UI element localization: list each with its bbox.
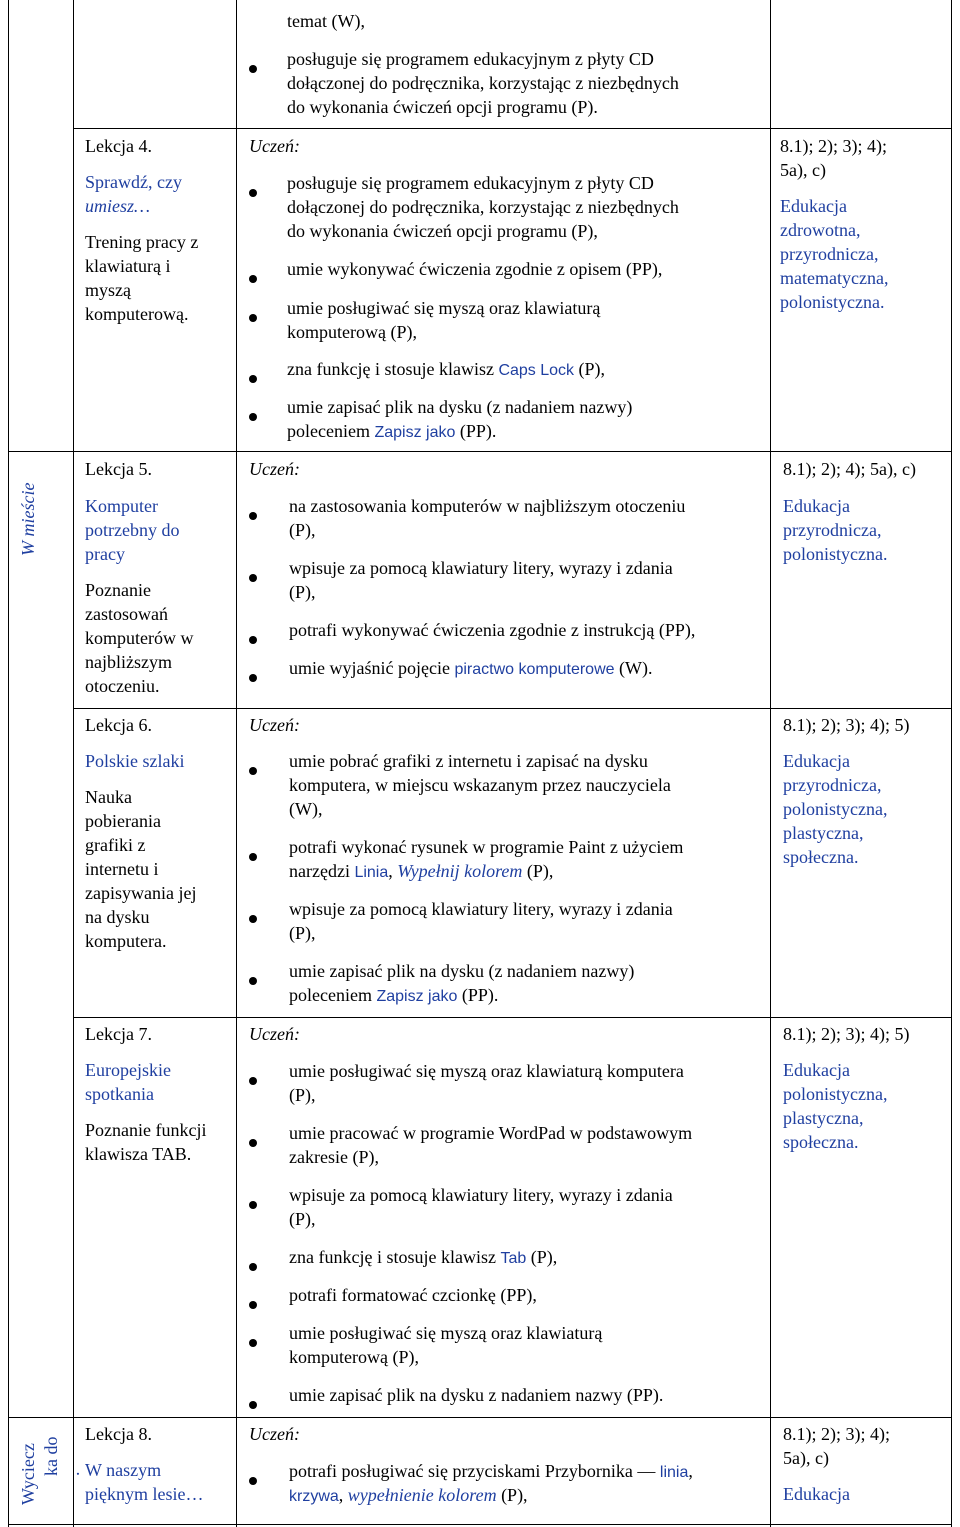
lesson-6-b4a: umie zapisać plik na dysku (z nadaniem nazwy) xyxy=(289,961,635,981)
bullet xyxy=(249,915,257,923)
lesson-6-edu-3: polonistyczna, xyxy=(783,799,888,819)
table-border-left xyxy=(8,0,9,1527)
lesson-4-topic-1: Sprawdź, czy xyxy=(85,172,182,192)
lesson-5-b1a: na zastosowania komputerów w najbliższym otoczeniu xyxy=(289,496,686,516)
lesson-6-b4-post: (PP). xyxy=(457,985,499,1005)
row-divider-l4 xyxy=(73,128,951,129)
bullet xyxy=(249,1477,257,1485)
lesson-8-topic-2: pięknym lesie… xyxy=(85,1484,204,1504)
lesson-6-edu-1: Edukacja xyxy=(783,751,850,771)
lesson-8-b1-sep2: , xyxy=(338,1485,348,1505)
lesson-6-desc-4: internetu i xyxy=(85,859,159,879)
lesson-5-desc-3: komputerów w xyxy=(85,628,194,648)
bullet xyxy=(249,1139,257,1147)
lesson-8-uczen: Uczeń: xyxy=(249,1424,300,1444)
lesson-7-b3a: wpisuje za pomocą klawiatury litery, wyrazy i zdania xyxy=(289,1185,673,1205)
bullet xyxy=(249,674,257,682)
bullet xyxy=(249,1339,257,1347)
key-tab: Tab xyxy=(500,1250,527,1267)
lesson-5-desc-1: Poznanie xyxy=(85,580,151,600)
lesson-7-edu-3: plastyczna, xyxy=(783,1108,864,1128)
command-zapisz-jako: Zapisz jako xyxy=(374,424,456,441)
row-divider-l8 xyxy=(8,1417,951,1418)
section-label-wycieczka-2: ka do xyxy=(41,1436,61,1476)
lesson-6-b3a: wpisuje za pomocą klawiatury litery, wyrazy i zdania xyxy=(289,899,673,919)
lesson-4-b1c: do wykonania ćwiczeń opcji programu (P), xyxy=(287,221,598,241)
lesson-6-uczen: Uczeń: xyxy=(249,715,300,735)
row-divider-l7 xyxy=(73,1017,951,1018)
lesson-6-title: Lekcja 6. xyxy=(85,715,152,735)
lesson-7-b4 xyxy=(289,1245,557,1271)
lesson-4-b4-post: (P), xyxy=(574,359,606,379)
lesson-6-b2a: potrafi wykonać rysunek w programie Paint z użyciem xyxy=(289,837,684,857)
lesson-6-edu-5: społeczna. xyxy=(783,847,859,867)
bullet xyxy=(249,1301,257,1309)
key-caps-lock: Caps Lock xyxy=(498,362,575,379)
lesson-6-b4-pre: poleceniem xyxy=(289,985,377,1005)
lesson-6-edu-2: przyrodnicza, xyxy=(783,775,882,795)
lesson-7-b4-post: (P), xyxy=(526,1247,558,1267)
lesson-6-topic-1: Polskie szlaki xyxy=(85,751,185,771)
lesson-7-b3b: (P), xyxy=(289,1209,316,1229)
lesson-4-b5-pre: poleceniem xyxy=(287,421,375,441)
lesson-7-uczen: Uczeń: xyxy=(249,1024,300,1044)
lesson-8-b1a xyxy=(289,1459,693,1485)
lesson-4-desc-4: komputerową. xyxy=(85,304,189,324)
lesson-6-desc-3: grafiki z xyxy=(85,835,146,855)
bullet xyxy=(249,189,257,197)
lesson-5-desc-2: zastosowań xyxy=(85,604,168,624)
top-text-1c: do wykonania ćwiczeń opcji programu (P). xyxy=(287,97,598,117)
section-label-wycieczka-1: Wyciecz xyxy=(18,1443,38,1505)
lesson-7-topic-1: Europejskie xyxy=(85,1060,171,1080)
lesson-7-edu-2: polonistyczna, xyxy=(783,1084,888,1104)
tool-krzywa: krzywa xyxy=(289,1488,339,1505)
bullet xyxy=(249,636,257,644)
tool-wypelnij-kolorem: Wypełnij kolorem xyxy=(397,861,523,881)
lesson-6-b2-sep: , xyxy=(388,861,398,881)
lesson-5-desc-5: otoczeniu. xyxy=(85,676,160,696)
lesson-6-desc-5: zapisywania jej xyxy=(85,883,197,903)
bullet xyxy=(249,375,257,383)
lesson-4-b2: umie wykonywać ćwiczenia zgodnie z opisem (PP), xyxy=(287,259,663,279)
lesson-8-b1-pre: potrafi posługiwać się przyciskami Przybornika — xyxy=(289,1461,660,1481)
lesson-4-b5-post: (PP). xyxy=(455,421,497,441)
bullet xyxy=(249,1401,257,1409)
lesson-5-b4-post: (W). xyxy=(614,658,653,678)
lesson-7-b2a: umie pracować w programie WordPad w podstawowym xyxy=(289,1123,693,1143)
lesson-5-uczen: Uczeń: xyxy=(249,459,300,479)
lesson-4-ref-2: 5a), c) xyxy=(780,160,826,180)
lesson-7-desc-2: klawisza TAB. xyxy=(85,1144,192,1164)
column-divider-2 xyxy=(236,0,237,1527)
lesson-7-b6a: umie posługiwać się myszą oraz klawiaturą xyxy=(289,1323,603,1343)
lesson-5-edu-1: Edukacja xyxy=(783,496,850,516)
lesson-4-desc-2: klawiaturą i xyxy=(85,256,171,276)
lesson-7-edu-4: społeczna. xyxy=(783,1132,859,1152)
top-text-1b: dołączonej do podręcznika, korzystając z niezbędnych xyxy=(287,73,679,93)
lesson-7-b1a: umie posługiwać się myszą oraz klawiaturą komputera xyxy=(289,1061,684,1081)
lesson-4-b1b: dołączonej do podręcznika, korzystając z niezbędnych xyxy=(287,197,679,217)
lesson-4-b4-pre: zna funkcję i stosuje klawisz xyxy=(287,359,499,379)
bullet xyxy=(249,314,257,322)
lesson-6-b2-post: (P), xyxy=(522,861,554,881)
lesson-5-b4-pre: umie wyjaśnić pojęcie xyxy=(289,658,455,678)
lesson-7-desc-1: Poznanie funkcji xyxy=(85,1120,207,1140)
bullet xyxy=(249,1263,257,1271)
lesson-6-b2-pre: narzędzi xyxy=(289,861,355,881)
lesson-5-ref-1: 8.1); 2); 4); 5a), c) xyxy=(783,459,916,479)
lesson-7-b1b: (P), xyxy=(289,1085,316,1105)
lesson-7-b7: umie zapisać plik na dysku z nadaniem nazwy (PP). xyxy=(289,1385,664,1405)
section-label-wycieczka-3: . xyxy=(63,1471,83,1476)
term-piractwo-komputerowe: piractwo komputerowe xyxy=(454,661,615,678)
table-border-bottom xyxy=(8,1524,951,1525)
bullet xyxy=(249,977,257,985)
lesson-7-b5: potrafi formatować czcionkę (PP), xyxy=(289,1285,537,1305)
bullet xyxy=(249,512,257,520)
lesson-8-topic-1: W naszym xyxy=(85,1460,162,1480)
lesson-6-desc-7: komputera. xyxy=(85,931,167,951)
lesson-4-ref-1: 8.1); 2); 3); 4); xyxy=(780,136,887,156)
lesson-8-b1-post: (P), xyxy=(496,1485,528,1505)
lesson-8-b1b xyxy=(289,1483,528,1509)
lesson-6-desc-2: pobierania xyxy=(85,811,161,831)
lesson-6-edu-4: plastyczna, xyxy=(783,823,864,843)
lesson-4-title: Lekcja 4. xyxy=(85,136,152,156)
tool-linia: Linia xyxy=(354,864,389,881)
lesson-7-b2b: zakresie (P), xyxy=(289,1147,379,1167)
lesson-6-b1c: (W), xyxy=(289,799,323,819)
lesson-5-edu-3: polonistyczna. xyxy=(783,544,888,564)
lesson-4-edu-5: polonistyczna. xyxy=(780,292,885,312)
lesson-5-topic-2: potrzebny do xyxy=(85,520,180,540)
lesson-4-edu-1: Edukacja xyxy=(780,196,847,216)
top-text-0: temat (W), xyxy=(287,11,365,31)
lesson-5-b2b: (P), xyxy=(289,582,316,602)
lesson-4-b3b: komputerową (P), xyxy=(287,322,417,342)
lesson-7-b4-pre: zna funkcję i stosuje klawisz xyxy=(289,1247,501,1267)
lesson-6-desc-6: na dysku xyxy=(85,907,150,927)
lesson-8-ref-1: 8.1); 2); 3); 4); xyxy=(783,1424,890,1444)
lesson-4-topic-2: umiesz… xyxy=(85,196,151,216)
lesson-8-edu-1: Edukacja xyxy=(783,1484,850,1504)
lesson-6-desc-1: Nauka xyxy=(85,787,132,807)
bullet xyxy=(249,574,257,582)
column-divider-3 xyxy=(770,0,771,1527)
lesson-7-ref-1: 8.1); 2); 3); 4); 5) xyxy=(783,1024,910,1044)
table-border-right xyxy=(951,0,952,1527)
command-zapisz-jako: Zapisz jako xyxy=(376,988,458,1005)
lesson-5-edu-2: przyrodnicza, xyxy=(783,520,882,540)
lesson-6-b2b xyxy=(289,859,553,885)
lesson-7-topic-2: spotkania xyxy=(85,1084,154,1104)
lesson-4-edu-3: przyrodnicza, xyxy=(780,244,879,264)
lesson-4-b4 xyxy=(287,357,605,383)
lesson-6-b1a: umie pobrać grafiki z internetu i zapisać na dysku xyxy=(289,751,648,771)
bullet xyxy=(249,413,257,421)
lesson-6-b4b xyxy=(289,983,498,1009)
lesson-5-desc-4: najbliższym xyxy=(85,652,172,672)
bullet xyxy=(249,1077,257,1085)
lesson-4-edu-2: zdrowotna, xyxy=(780,220,861,240)
tool-linia: linia xyxy=(659,1464,689,1481)
lesson-5-b1b: (P), xyxy=(289,520,316,540)
lesson-5-b2a: wpisuje za pomocą klawiatury litery, wyrazy i zdania xyxy=(289,558,673,578)
lesson-5-b4 xyxy=(289,656,653,682)
lesson-4-b5b xyxy=(287,419,496,445)
lesson-7-b6b: komputerową (P), xyxy=(289,1347,419,1367)
top-text-1: posługuje się programem edukacyjnym z płyty CD xyxy=(287,49,654,69)
column-divider-1 xyxy=(73,0,74,1527)
bullet xyxy=(249,65,257,73)
lesson-4-desc-1: Trening pracy z xyxy=(85,232,199,252)
lesson-4-b5a: umie zapisać plik na dysku (z nadaniem nazwy) xyxy=(287,397,633,417)
lesson-5-b3: potrafi wykonywać ćwiczenia zgodnie z instrukcją (PP), xyxy=(289,620,696,640)
lesson-4-uczen: Uczeń: xyxy=(249,136,300,156)
lesson-4-edu-4: matematyczna, xyxy=(780,268,889,288)
lesson-7-title: Lekcja 7. xyxy=(85,1024,152,1044)
lesson-6-b3b: (P), xyxy=(289,923,316,943)
lesson-4-b1a: posługuje się programem edukacyjnym z płyty CD xyxy=(287,173,654,193)
section-label-w-miescie: W mieście xyxy=(18,482,38,556)
bullet xyxy=(249,767,257,775)
lesson-4-desc-3: myszą xyxy=(85,280,131,300)
lesson-8-ref-2: 5a), c) xyxy=(783,1448,829,1468)
lesson-7-edu-1: Edukacja xyxy=(783,1060,850,1080)
lesson-5-topic-3: pracy xyxy=(85,544,125,564)
row-divider-l6 xyxy=(73,708,951,709)
bullet xyxy=(249,1201,257,1209)
lesson-6-ref-1: 8.1); 2); 3); 4); 5) xyxy=(783,715,910,735)
lesson-4-b3a: umie posługiwać się myszą oraz klawiaturą xyxy=(287,298,601,318)
lesson-5-title: Lekcja 5. xyxy=(85,459,152,479)
bullet xyxy=(249,275,257,283)
row-divider-l5 xyxy=(8,451,951,452)
bullet xyxy=(249,853,257,861)
lesson-5-topic-1: Komputer xyxy=(85,496,158,516)
lesson-6-b1b: komputera, w miejscu wskazanym przez nauczyciela xyxy=(289,775,671,795)
lesson-8-b1-sep: , xyxy=(688,1461,693,1481)
lesson-8-title: Lekcja 8. xyxy=(85,1424,152,1444)
tool-wypelnienie-kolorem: wypełnienie kolorem xyxy=(347,1485,497,1505)
